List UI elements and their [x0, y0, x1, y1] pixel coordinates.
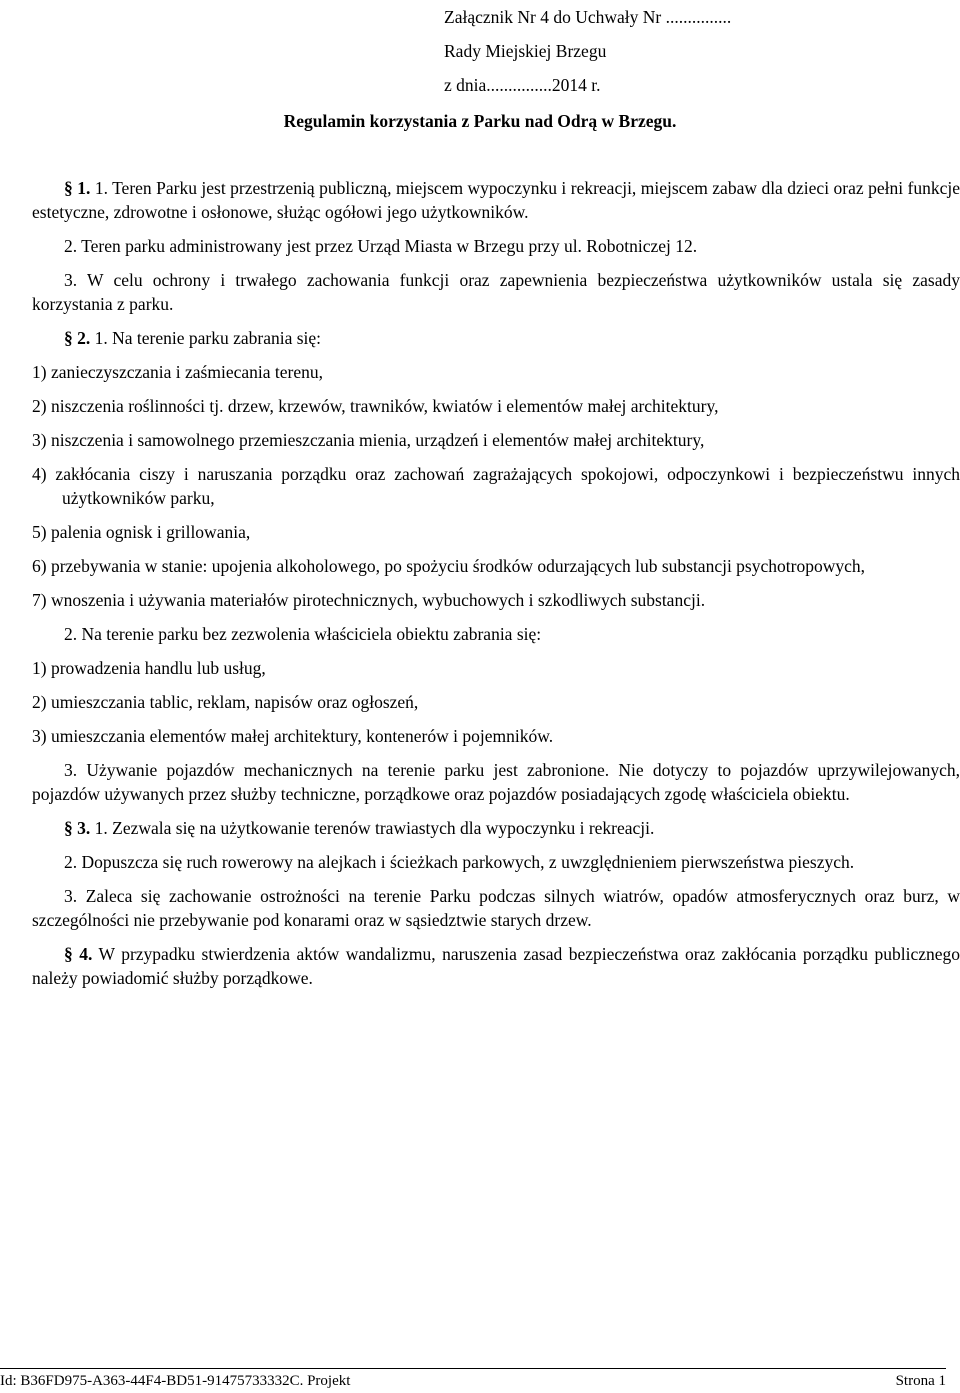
document-body: [32, 176, 960, 990]
header-line-1: Załącznik Nr 4 do Uchwały Nr ...............: [444, 7, 732, 27]
list-item: 2) umieszczania tablic, reklam, napisów oraz ogłoszeń,: [32, 692, 419, 712]
section-3-paragraph-2: 2. Dopuszcza się ruch rowerowy na alejkach i ścieżkach parkowych, z uwzględnieniem pierwszeństwa pieszych.: [64, 852, 855, 872]
list-item: 4) zakłócania ciszy i naruszania porządku oraz zachowań zagrażających spokojowi, odpoczynkowi i bezpieczeństwu innych użytkowników parku,: [32, 464, 960, 508]
section-4-paragraph: § 4. W przypadku stwierdzenia aktów wandalizmu, naruszenia zasad bezpieczeństwa oraz zakłócania porządku publicznego należy powiadomić służby porządkowe.: [32, 944, 960, 988]
section-marker: § 3.: [64, 818, 91, 838]
section-3-paragraph-3: 3. Zaleca się zachowanie ostrożności na terenie Parku podczas silnych wiatrów, opadów atmosferycznych oraz burz, w szczególności nie przebywanie pod konarami oraz w sąsiedztwie starych drzew.: [32, 886, 960, 930]
document-title: Regulamin korzystania z Parku nad Odrą w Brzegu.: [283, 111, 677, 131]
page-number: Strona 1: [895, 1373, 946, 1389]
section-marker: § 1.: [64, 178, 91, 198]
header-line-3: z dnia...............2014 r.: [444, 75, 601, 95]
list-item: 2) niszczenia roślinności tj. drzew, krzewów, trawników, kwiatów i elementów małej architektury,: [32, 396, 719, 416]
page-footer: [0, 1368, 946, 1389]
document-id: Id: B36FD975-A363-44F4-BD51-91475733332C. Projekt: [0, 1373, 351, 1389]
attachment-header: [444, 0, 864, 102]
list-item: 3) niszczenia i samowolnego przemieszczania mienia, urządzeń i elementów małej architektury,: [32, 430, 705, 450]
header-line-2: Rady Miejskiej Brzegu: [444, 41, 607, 61]
section-marker: § 4.: [64, 944, 93, 964]
section-1-paragraph-2: 2. Teren parku administrowany jest przez Urząd Miasta w Brzegu przy ul. Robotniczej 12.: [64, 236, 698, 256]
section-marker: § 2.: [64, 328, 91, 348]
list-item: 3) umieszczania elementów małej architektury, kontenerów i pojemników.: [32, 726, 554, 746]
section-2-paragraph-1: § 2. 1. Na terenie parku zabrania się:: [64, 328, 322, 348]
section-1-paragraph-1: § 1. 1. Teren Parku jest przestrzenią publiczną, miejscem wypoczynku i rekreacji, miejscem zabaw dla dzieci oraz pełni funkcje estetyczne, zdrowotne i osłonowe, służąc ogółowi jego użytkowników.: [32, 178, 960, 222]
list-item: 7) wnoszenia i używania materiałów pirotechnicznych, wybuchowych i szkodliwych substancji.: [32, 590, 706, 610]
section-2-paragraph-3: 3. Używanie pojazdów mechanicznych na terenie parku jest zabronione. Nie dotyczy to pojazdów uprzywilejowanych, pojazdów używanych przez służby techniczne, porządkowe oraz pojazdów posiadających zgodę właściciela obiektu.: [32, 760, 960, 804]
list-item: 1) zanieczyszczania i zaśmiecania terenu,: [32, 362, 323, 382]
section-3-paragraph-1: § 3. 1. Zezwala się na użytkowanie terenów trawiastych dla wypoczynku i rekreacji.: [64, 818, 655, 838]
section-2-paragraph-2: 2. Na terenie parku bez zezwolenia właściciela obiektu zabrania się:: [64, 624, 542, 644]
list-item: 5) palenia ognisk i grillowania,: [32, 522, 251, 542]
list-item: 6) przebywania w stanie: upojenia alkoholowego, po spożyciu środków odurzających lub substancji psychotropowych,: [32, 556, 865, 576]
section-1-paragraph-3: 3. W celu ochrony i trwałego zachowania funkcji oraz zapewnienia bezpieczeństwa użytkowników ustala się zasady korzystania z parku.: [32, 270, 960, 314]
list-item: 1) prowadzenia handlu lub usług,: [32, 658, 266, 678]
